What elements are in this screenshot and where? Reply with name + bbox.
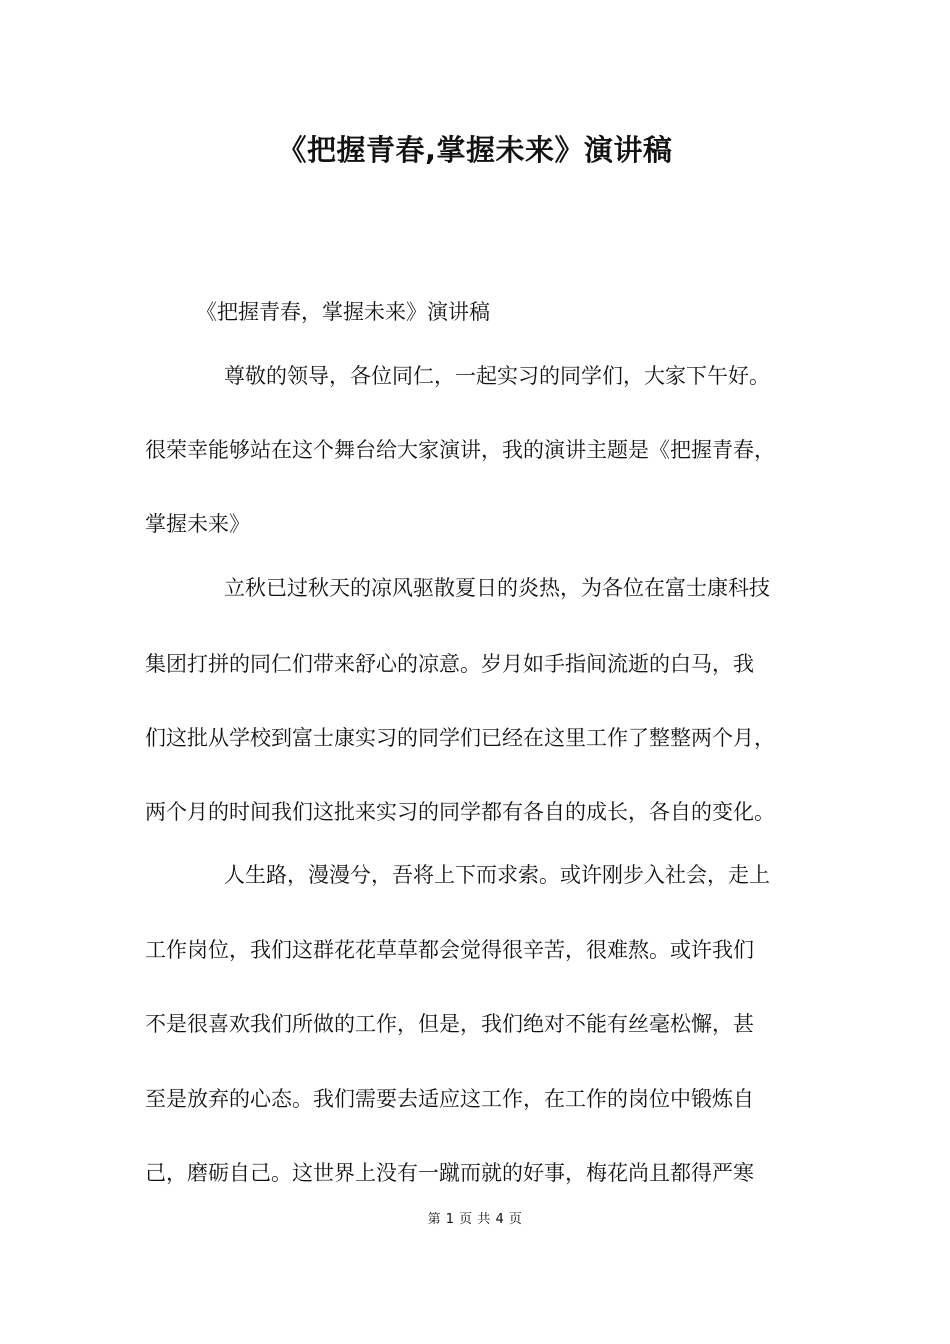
paragraph-line: 立秋已过秋天的凉风驱散夏日的炎热，为各位在富士康科技 — [224, 576, 770, 600]
page-number: 第 1 页 共 4 页 — [427, 1212, 523, 1227]
document-title: 《把握青春,掌握未来》演讲稿 — [277, 133, 673, 167]
paragraph-line: 两个月的时间我们这批来实习的同学都有各自的成长，各自的变化。 — [145, 800, 775, 824]
subtitle-line: 《把握青春，掌握未来》演讲稿 — [196, 300, 490, 324]
paragraph-line: 尊敬的领导，各位同仁，一起实习的同学们，大家下午好。 — [224, 364, 770, 388]
paragraph-line: 掌握未来》 — [145, 512, 250, 536]
paragraph-line: 很荣幸能够站在这个舞台给大家演讲，我的演讲主题是《把握青春， — [145, 438, 775, 462]
paragraph-line: 工作岗位，我们这群花花草草都会觉得很辛苦，很难熬。或许我们 — [145, 938, 754, 962]
paragraph-line: 人生路，漫漫兮，吾将上下而求索。或许刚步入社会，走上 — [224, 863, 770, 887]
paragraph-line: 集团打拼的同仁们带来舒心的凉意。岁月如手指间流逝的白马，我 — [145, 652, 754, 676]
paragraph-line: 己，磨砺自己。这世界上没有一蹴而就的好事，梅花尚且都得严寒 — [145, 1161, 754, 1185]
paragraph-line: 至是放弃的心态。我们需要去适应这工作，在工作的岗位中锻炼自 — [145, 1087, 754, 1111]
paragraph-line: 们这批从学校到富士康实习的同学们已经在这里工作了整整两个月， — [145, 726, 775, 750]
paragraph-line: 不是很喜欢我们所做的工作，但是，我们绝对不能有丝毫松懈，甚 — [145, 1012, 754, 1036]
